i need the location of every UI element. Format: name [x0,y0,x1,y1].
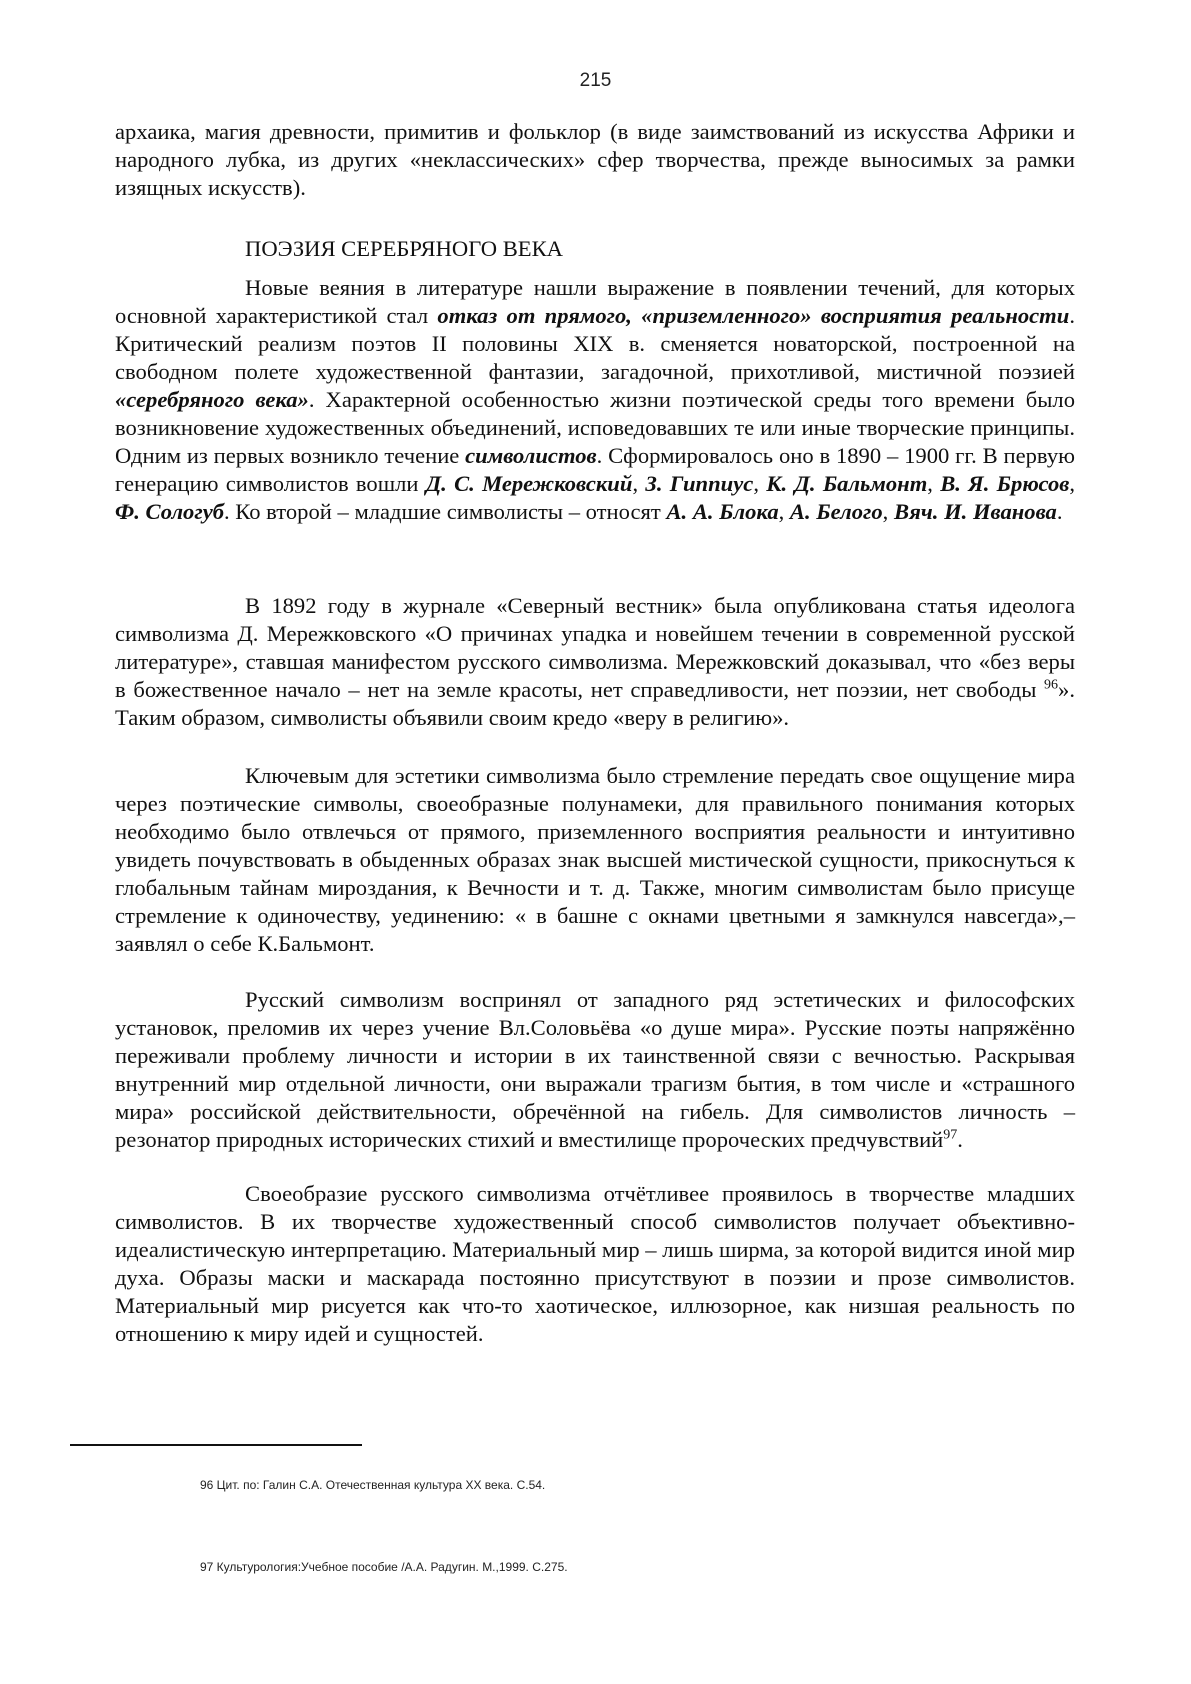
emphasis-silver-age: «серебряного века» [115,387,309,412]
footnote-ref-97: 97 [943,1127,958,1143]
name-ivanov: Вяч. И. Иванова [893,499,1057,524]
name-merezhkovsky: Д. С. Мережковский [425,471,633,496]
paragraph-aesthetics-text: Ключевым для эстетики символизма было стремление передать свое ощущение мира через поэтические символы, своеобразные полунамеки, для правильного понимания которых необходимо было отвлечься от прямого, приземленного восприятия реальности и интуитивно увидеть почувствовать в обыденных образах знак высшей мистической сущности, прикоснуться к глобальным тайнам мироздания, к Вечности и т. д. Также, многим символистам было присуще стремление к одиночеству, уединению: « в башне с окнами цветными я замкнулся навсегда»,– заявлял о себе К.Бальмонт. [115,763,1075,956]
name-balmont: К. Д. Бальмонт [766,471,928,496]
emphasis-symbolists: символистов [465,443,597,468]
footnote-separator [70,1444,362,1446]
paragraph-1892: В 1892 году в журнале «Северный вестник» была опубликована статья идеолога символизма Д. Мережковского «О причинах упадка и новейшем течении в современной русской литературе», ставшая манифестом русского символизма. Мережковский доказывал, что «без веры в божественное начало – нет на земле красоты, нет справедливости, нет поэзии, нет свободы $^{96}$». Таким образом, символисты объявили своим кредо «веру в религию». [115,593,1075,730]
paragraph-russian-symbolism: Русский символизм воспринял от западного ряд эстетических и философских установок, преломив их через учение Вл.Соловьёва «о душе мира». Русские поэты напряжённо переживали проблему личности и истории в их таинственной связи с вечностью. Раскрывая внутренний мир отдельной личности, они выражали трагизм бытия, в том числе и «страшного мира» российской действительности, обречённой на гибель. Для символистов личность – резонатор природных исторических стихий и вместилище пророческих предчувствий$^{97}$. [115,987,1075,1152]
paragraph-intro-text: архаика, магия древности, примитив и фольклор (в виде заимствований из искусства Африки и народного лубка, из других «неклассических» сфер творчества, прежде выносимых за рамки изящных искусств). [115,119,1075,200]
footnote-ref-96: 96 [1044,677,1059,693]
name-sologub: Ф. Сологуб [115,499,224,524]
paragraph-originality [115,1180,1075,1348]
name-blok: А. А. Блока [666,499,779,524]
paragraph-originality-text: Своеобразие русского символизма отчётливее проявилось в творчестве младших символистов. В их творчестве художественный способ символистов получает объективно-идеалистическую интерпретацию. Материальный мир – лишь ширма, за которой видится иной мир духа. Образы маски и маскарада постоянно присутствуют в поэзии и прозе символистов. Материальный мир рисуется как что-то хаотическое, иллюзорное, как низшая реальность по отношению к миру идей и сущностей. [115,1181,1075,1346]
footnote-96: 96 Цит. по: Галин С.А. Отечественная культура XX века. С.54. [200,1478,546,1492]
paragraph-intro [115,118,1075,202]
name-bely: А. Белого [789,499,883,524]
name-bryusov: В. Я. Брюсов [940,471,1070,496]
page-number: 215 [579,70,612,91]
name-gippius: З. Гиппиус [645,471,754,496]
paragraph-new-trends: Новые веяния в литературе нашли выражение в появлении течений, для которых основной характеристикой стал отказ от прямого, «приземленного» восприятия реальности. Критический реализм поэтов II половины XIX в. сменяется новаторской, построенной на свободном полете художественной фантазии, загадочной, прихотливой, мистичной поэзией «серебряного века». Характерной особенностью жизни поэтической среды того времени было возникновение художественных объединений, исповедовавших те или иные творческие принципы. Одним из первых возникло течение символистов. Сформировалось оно в 1890 – 1900 гг. В первую генерацию символистов вошли Д. С. Мережковский, З. Гиппиус, К. Д. Бальмонт, В. Я. Брюсов, Ф. Сологуб. Ко второй – младшие символисты – относят А. А. Блока, А. Белого, Вяч. И. Иванова. [115,275,1076,524]
footnote-97: 97 Культурология:Учебное пособие /А.А. Радугин. М.,1999. С.275. [200,1560,568,1574]
emphasis-rejection: отказ от прямого, «приземленного» восприятия реальности [437,303,1070,328]
section-heading: ПОЭЗИЯ СЕРЕБРЯНОГО ВЕКА [245,236,563,261]
paragraph-aesthetics [115,762,1075,958]
